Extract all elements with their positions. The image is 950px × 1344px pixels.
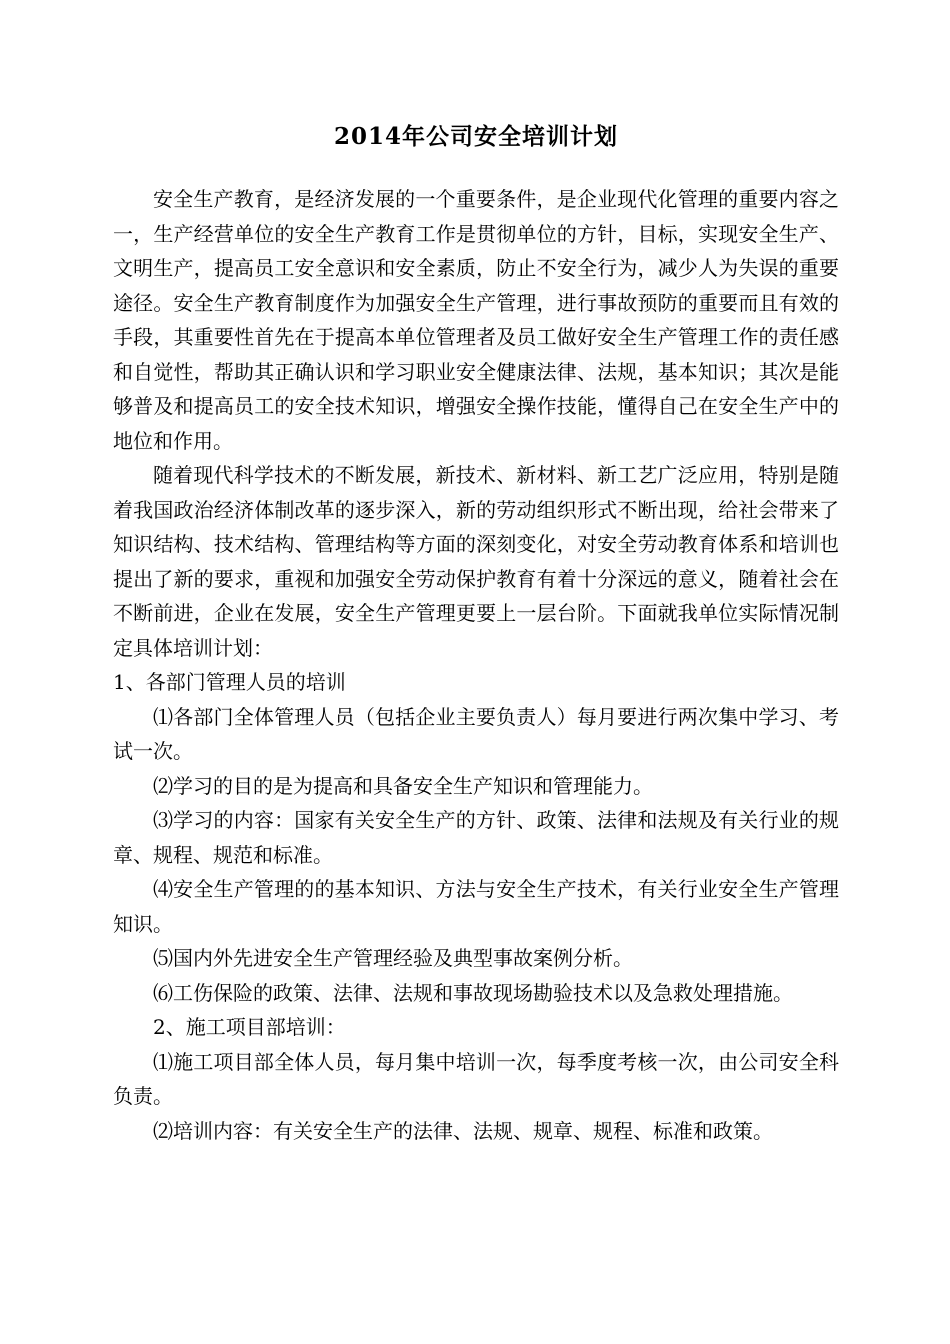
intro-paragraph-2: 随着现代科学技术的不断发展，新技术、新材料、新工艺广泛应用，特别是随着我国政治经济体制改革的逐步深入，新的劳动组织形式不断出现，给社会带来了知识结构、技术结构、管理结构等方面的深刻变化，对安全劳动教育体系和培训也提出了新的要求，重视和加强安全劳动保护教育有着十分深远的意义，随着社会在不断前进，企业在发展，安全生产管理更要上一层台阶。下面就我单位实际情况制定具体培训计划：	[113, 463, 839, 660]
section-1-item-5: ⑸国内外先进安全生产管理经验及典型事故案例分析。	[153, 946, 633, 970]
document-body	[113, 182, 839, 1148]
section-1-item-3: ⑶学习的内容：国家有关安全生产的方针、政策、法律和法规及有关行业的规章、规程、规范和标准。	[113, 808, 839, 867]
section-2-item-2: ⑵培训内容：有关安全生产的法律、法规、规章、规程、标准和政策。	[153, 1118, 773, 1143]
section-1-item-2: ⑵学习的目的是为提高和具备安全生产知识和管理能力。	[153, 773, 653, 798]
document-title: 2014年公司安全培训计划	[333, 123, 618, 150]
section-1-item-4: ⑷安全生产管理的的基本知识、方法与安全生产技术，有关行业安全生产管理知识。	[113, 877, 839, 936]
intro-paragraph-1: 安全生产教育，是经济发展的一个重要条件，是企业现代化管理的重要内容之一，生产经营单位的安全生产教育工作是贯彻单位的方针，目标，实现安全生产、文明生产，提高员工安全意识和安全素质，防止不安全行为，减少人为失误的重要途径。安全生产教育制度作为加强安全生产管理，进行事故预防的重要而且有效的手段，其重要性首先在于提高本单位管理者及员工做好安全生产管理工作的责任感和自觉性，帮助其正确认识和学习职业安全健康法律、法规，基本知识；其次是能够普及和提高员工的安全技术知识，增强安全操作技能，懂得自己在安全生产中的地位和作用。	[113, 187, 839, 453]
section-1-item-1: ⑴各部门全体管理人员（包括企业主要负责人）每月要进行两次集中学习、考试一次。	[113, 704, 839, 763]
section-1-item-6: ⑹工伤保险的政策、法律、法规和事故现场勘验技术以及急救处理措施。	[153, 980, 793, 1005]
section-2-item-1: ⑴施工项目部全体人员，每月集中培训一次，每季度考核一次，由公司安全科负责。	[113, 1049, 839, 1108]
section-2-heading: 2、施工项目部培训：	[153, 1015, 346, 1039]
section-1-heading: 1、各部门管理人员的培训	[113, 670, 346, 694]
